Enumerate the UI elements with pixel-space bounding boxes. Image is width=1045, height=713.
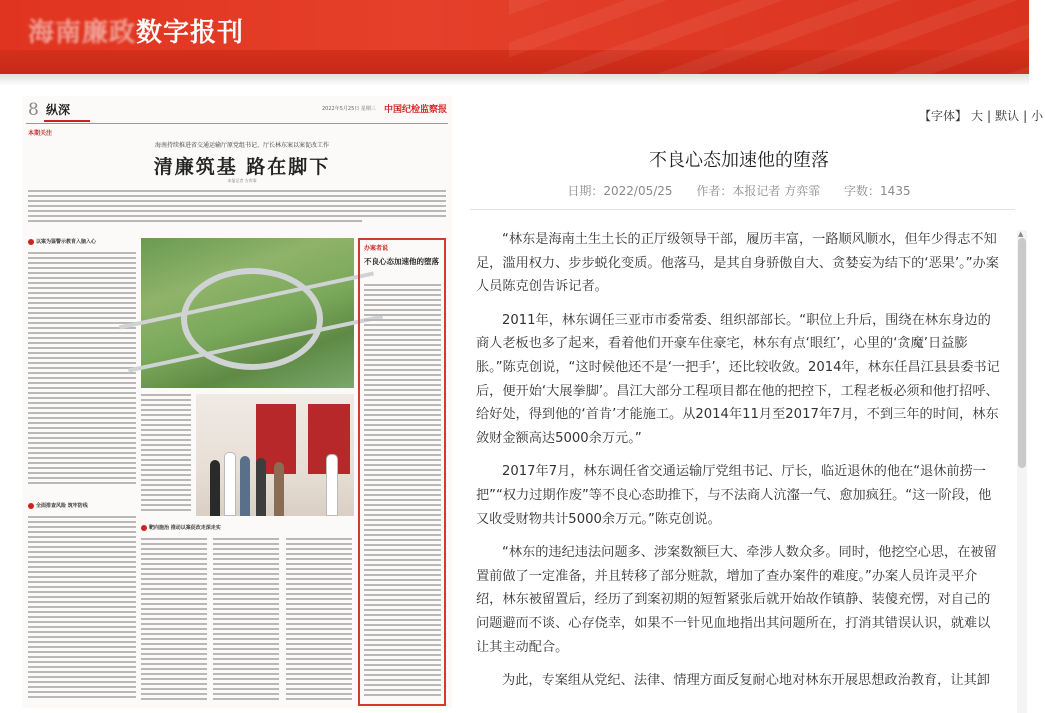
page-section: 纵深 xyxy=(46,103,71,117)
scroll-up-arrow-icon[interactable]: ▲ xyxy=(1018,230,1024,238)
font-size-separator: | xyxy=(1023,109,1028,123)
header-shadow xyxy=(0,74,1029,86)
page-headline: 清廉筑基 路在脚下 xyxy=(153,156,331,178)
column-tag: 本期关注 xyxy=(28,130,53,137)
site-logo-text: 数字报刊 xyxy=(136,18,245,48)
article-paragraph: “林东是海南土生土长的正厅级领导干部，履历丰富，一路顺风顺水，但年少得志不知足，滥用权力、步步蜕化变质。他落马，是其自身骄傲自大、贪婪妄为结下的‘恶果’。”办案人员陈克创告诉记者。 xyxy=(476,232,999,295)
page-kicker: 海南持续推进省交通运输厅原党组书记、厅长林东案以案促改工作 xyxy=(154,142,329,149)
page-byline: 本报记者 方弈霏 xyxy=(227,178,257,183)
numbered-badge-icon xyxy=(28,239,34,245)
column-text-block-5 xyxy=(286,538,352,703)
photo-exhibition-visit xyxy=(196,394,354,516)
sidebox-text-block xyxy=(364,284,441,699)
column-text-block-4 xyxy=(213,538,279,703)
section-rule xyxy=(44,120,90,122)
column-text-block-2 xyxy=(28,516,136,701)
numbered-badge-icon xyxy=(141,525,147,531)
article-paragraph: “林东的违纪违法问题多、涉案数额巨大、牵涉人数众多。同时，他挖空心思，在被留置前做了一定准备，并且转移了部分赃款，增加了查办案件的难度。”办案人员许灵平介绍，林东被留置后，经历了到案初期的短暂紧张后就开始故作镇静、装傻充愣，对自己的问题避而不谈、心存侥幸，如果不一针见血地指出其问题所在，打消其错误认识，就难以让其主动配合。 xyxy=(476,545,997,655)
meta-divider xyxy=(470,209,1015,210)
article-paragraph: 2011年，林东调任三亚市市委常委、组织部部长。“职位上升后，围绕在林东身边的商人老板也多了起来，看着他们开豪车住豪宅，林东有点‘眼红’，心里的‘贪魔’日益膨胀。”陈克创说，“这时候他还不是‘一把手’，还比较收敛。2014年，林东任昌江县县委书记后，便开始‘大展拳脚’。昌江大部分工程项目都在他的把控下，工程老板必须和他打招呼、给好处，得到他的‘首肯’才能施工。从2014年11月至2017年7月，不到三年的时间，林东敛财金额高达5000余万元。” xyxy=(476,312,1000,446)
font-size-large[interactable]: 大 xyxy=(971,109,984,123)
page-date-line: 2022年5月25日 星期三 xyxy=(322,106,376,112)
article-title: 不良心态加速他的堕落 xyxy=(649,150,829,171)
site-logo[interactable] xyxy=(28,12,244,49)
newspaper-page-image[interactable] xyxy=(22,96,452,708)
page-top-line xyxy=(26,123,448,124)
article-body xyxy=(476,228,1000,703)
page-number: 8 xyxy=(28,100,39,120)
scrollbar-thumb[interactable] xyxy=(1018,238,1026,468)
photo-highway-interchange xyxy=(141,238,354,388)
font-size-small[interactable]: 小 xyxy=(1031,109,1044,123)
article-date: 日期：2022/05/25 xyxy=(567,184,673,198)
intro-text-block xyxy=(28,190,446,225)
sub-heading-2: 全面排查风险 筑牢防线 xyxy=(28,502,136,509)
article-paragraph: 2017年7月，林东调任省交通运输厅党组书记、厅长，临近退休的他在“退休前捞一把”“权力过期作废”等不良心态助推下，与不法商人沆瀣一气、愈加疯狂。“这一阶段，他又收受财物共计5000余万元。”陈克创说。 xyxy=(476,464,992,527)
sidebox-title: 不良心态加速他的堕落 xyxy=(364,257,439,266)
header-decoration xyxy=(509,0,1029,74)
sub-heading-1: 以案为鉴警示教育入脑入心 xyxy=(28,238,136,245)
sub-heading-3: 靶向施治 推动以案促改走深走实 xyxy=(141,524,353,531)
highlighted-article-box[interactable] xyxy=(358,238,446,706)
article-meta xyxy=(500,182,978,199)
paper-logo: 中国纪检监察报 xyxy=(384,105,448,115)
site-logo-blurred: 海南廉政 xyxy=(28,18,137,48)
font-size-separator: | xyxy=(987,109,992,123)
caption-text-block xyxy=(141,394,191,514)
numbered-badge-icon xyxy=(28,503,34,509)
article-paragraph: 为此，专案组从党纪、法律、情理方面反复耐心地对林东开展思想政治教育，让其卸 xyxy=(502,673,990,689)
article-author: 作者：本报记者 方弈霏 xyxy=(696,184,821,198)
article-word-count: 字数：1435 xyxy=(844,184,911,198)
font-size-toolbar xyxy=(917,107,1045,124)
column-text-block-3 xyxy=(141,538,207,703)
article-scrollbar[interactable] xyxy=(1017,230,1027,713)
site-header xyxy=(0,0,1029,74)
column-text-block-1 xyxy=(28,252,136,487)
font-size-default[interactable]: 默认 xyxy=(995,109,1020,123)
sidebox-tag: 办案者说 xyxy=(364,245,389,252)
font-size-label: 【字体】 xyxy=(919,109,968,123)
